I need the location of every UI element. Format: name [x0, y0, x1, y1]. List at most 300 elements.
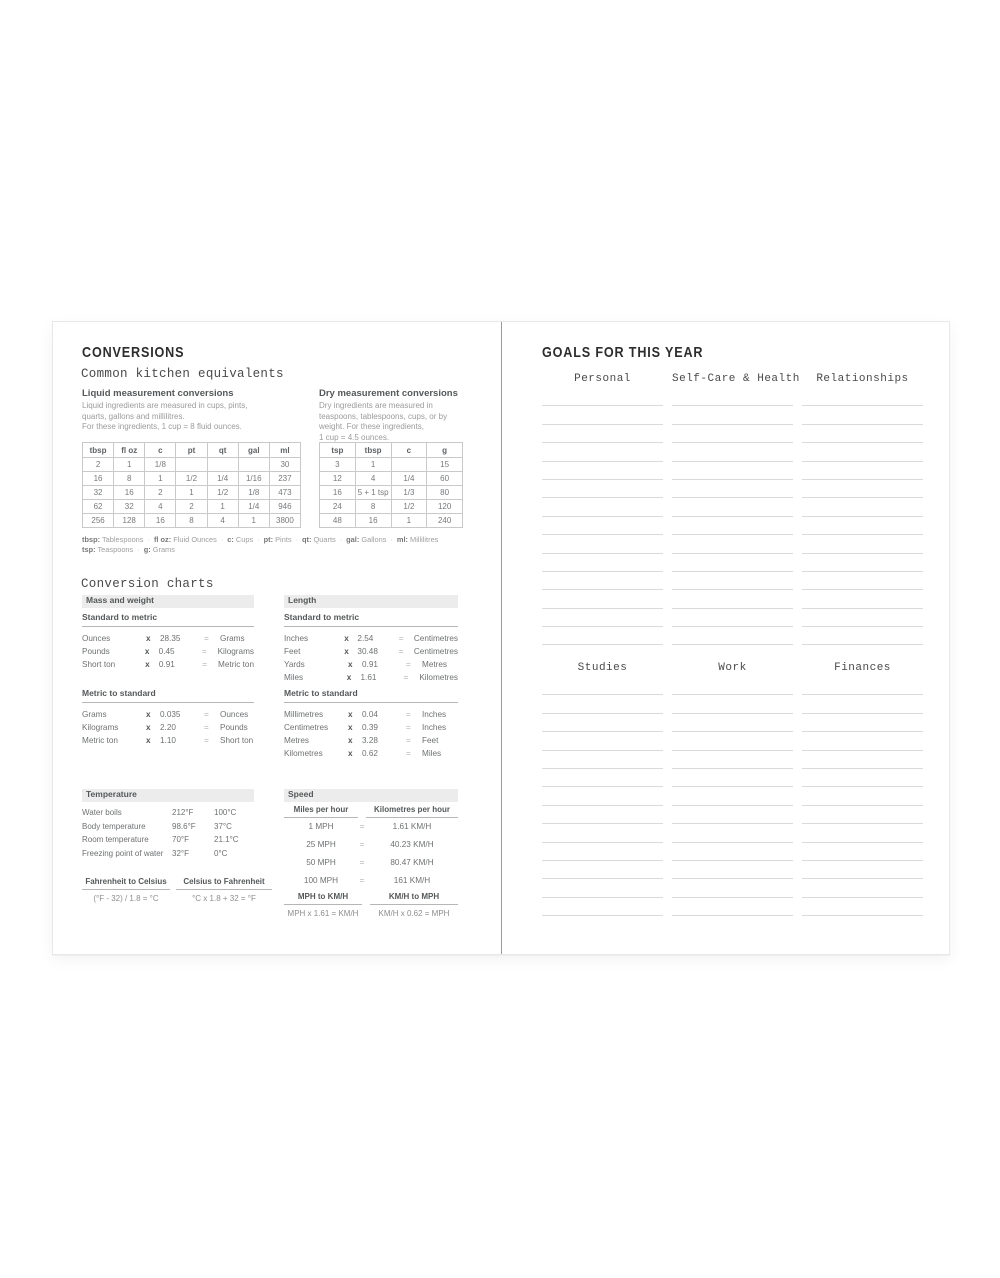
table-row [320, 514, 463, 528]
description-line: weight. For these ingredients, [319, 422, 424, 431]
formula-text: KM/H x 0.62 = MPH [378, 909, 450, 918]
ruled-line [672, 879, 793, 897]
ruled-line [672, 462, 793, 480]
conversion-row [284, 734, 458, 747]
ruled-line [802, 879, 923, 897]
table-header-cell: tbsp [83, 443, 114, 458]
dry-conversions-heading: Dry measurement conversions [319, 388, 458, 399]
formula-cell [284, 892, 362, 918]
legend-separator: · [390, 535, 393, 544]
dry-measurement-table [319, 442, 463, 528]
ruled-line [542, 462, 663, 480]
conversion-row [82, 721, 254, 734]
conversion-to-unit: Feet [422, 736, 439, 745]
ruled-line [672, 590, 793, 608]
equals-sign: = [204, 723, 209, 732]
speed-row [284, 872, 458, 890]
legend-word: Quarts [311, 535, 336, 544]
ruled-line [542, 879, 663, 897]
table-cell: 256 [83, 514, 114, 528]
table-cell: 4 [355, 472, 391, 486]
speed-rows [284, 818, 458, 890]
formula-text: °C x 1.8 + 32 = °F [192, 894, 256, 903]
table-header-cell: pt [176, 443, 207, 458]
goal-category-label: Self-Care & Health [672, 373, 800, 385]
length-section-bar: Length [284, 595, 458, 608]
table-cell: 2 [145, 486, 176, 500]
equals-sign: = [204, 710, 209, 719]
conversions-page [53, 322, 501, 954]
equals-sign: = [406, 710, 411, 719]
temperature-formulas [82, 877, 272, 903]
table-header-cell: fl oz [114, 443, 145, 458]
goals-page [501, 322, 949, 954]
table-cell: 60 [427, 472, 463, 486]
mass-metric-to-standard-group [82, 688, 254, 747]
temperature-row [82, 833, 254, 847]
conversion-factor: 30.48 [357, 647, 378, 656]
equals-sign: = [398, 634, 404, 643]
goals-section-top [542, 372, 923, 645]
ruled-line [672, 751, 793, 769]
speed-column-header-kmh: Kilometres per hour [366, 805, 458, 818]
kmh-value: 80.47 KM/H [390, 858, 434, 867]
ruled-line [542, 388, 663, 406]
table-cell: 4 [207, 514, 238, 528]
kmh-value: 1.61 KM/H [392, 822, 432, 831]
table-cell: 3 [320, 458, 356, 472]
table-cell: 946 [269, 500, 300, 514]
ruled-line [672, 732, 793, 750]
mass-weight-section-bar: Mass and weight [82, 595, 254, 608]
ruled-line [672, 388, 793, 406]
ruled-line [672, 898, 793, 916]
table-cell: 1 [238, 514, 269, 528]
conversion-factor: 2.20 [160, 723, 176, 732]
ruled-line [802, 388, 923, 406]
conversion-to-unit: Kilograms [217, 647, 254, 656]
table-cell: 30 [269, 458, 300, 472]
table-header-cell: gal [238, 443, 269, 458]
ruled-line [672, 627, 793, 645]
conversion-rows [82, 632, 254, 671]
legend-separator: · [295, 535, 299, 544]
equals-sign: = [406, 736, 411, 745]
table-cell: 1/4 [391, 472, 427, 486]
table-row [320, 486, 463, 500]
table-cell: 128 [114, 514, 145, 528]
conversion-rows [284, 708, 458, 760]
description-line: Dry ingredients are measured in [319, 401, 433, 410]
ruled-line [802, 572, 923, 590]
table-cell: 4 [145, 500, 176, 514]
conversion-factor: 0.04 [362, 710, 378, 719]
table-cell: 5 + 1 tsp [355, 486, 391, 500]
table-cell [391, 458, 427, 472]
kitchen-equivalents-heading: Common kitchen equivalents [81, 367, 284, 381]
ruled-line [802, 590, 923, 608]
celsius-value: 21.1°C [214, 835, 239, 844]
conversion-rows [82, 708, 254, 747]
conversion-factor: 3.28 [362, 736, 378, 745]
legend-word: Cups [233, 535, 254, 544]
ruled-line [672, 714, 793, 732]
table-cell [207, 458, 238, 472]
ruled-line [542, 769, 663, 787]
ruled-line [802, 732, 923, 750]
ruled-line [802, 677, 923, 695]
length-metric-to-standard-group [284, 688, 458, 760]
ruled-line [802, 498, 923, 516]
conversion-factor: 1.10 [160, 736, 176, 745]
celsius-value: 0°C [214, 848, 228, 858]
multiply-sign: x [348, 723, 353, 732]
table-cell: 15 [427, 458, 463, 472]
ruled-line [802, 769, 923, 787]
dry-conversions-description [319, 401, 479, 443]
goal-column [542, 661, 663, 916]
equals-sign: = [202, 660, 208, 669]
ruled-line [672, 824, 793, 842]
speed-row [284, 854, 458, 872]
legend-separator: · [147, 535, 150, 544]
liquid-conversions-description [82, 401, 302, 433]
ruled-line [672, 806, 793, 824]
temperature-label: Water boils [82, 808, 122, 817]
table-cell: 8 [355, 500, 391, 514]
temperature-label: Body temperature [82, 821, 146, 831]
temperature-row [82, 806, 254, 820]
table-header-cell: c [391, 443, 427, 458]
ruled-line [802, 609, 923, 627]
legend-separator: · [137, 545, 140, 554]
page-title-conversions [82, 344, 204, 361]
page-title-goals [542, 344, 734, 361]
description-line: Liquid ingredients are measured in cups, pints, [82, 401, 248, 410]
description-line: teaspoons, tablespoons, cups, or by [319, 411, 448, 421]
conversion-from-unit: Feet [284, 647, 301, 656]
ruled-line [802, 425, 923, 443]
speed-row [284, 818, 458, 836]
ruled-line [672, 861, 793, 879]
ruled-line [672, 535, 793, 553]
conversion-from-unit: Miles [284, 673, 304, 682]
ruled-line [672, 517, 793, 535]
conversion-factor: 2.54 [357, 634, 374, 643]
legend-word: Teaspoons [95, 545, 134, 554]
equals-sign: = [406, 723, 411, 732]
conversion-to-unit: Inches [422, 710, 447, 719]
liquid-measurement-table [82, 442, 301, 528]
ruled-line [542, 425, 663, 443]
temperature-label: Freezing point of water [82, 848, 164, 858]
conversion-from-unit: Metres [284, 736, 310, 745]
ruled-line [802, 406, 923, 424]
table-row [83, 514, 301, 528]
conversion-from-unit: Metric ton [82, 736, 118, 745]
goal-lines [672, 677, 793, 916]
conversion-to-unit: Pounds [220, 723, 248, 732]
equals-sign: = [204, 736, 209, 745]
conversion-charts-heading: Conversion charts [81, 577, 214, 591]
goal-category-label: Personal [574, 373, 631, 385]
formula-heading: KM/H to MPH [370, 892, 458, 905]
ruled-line [542, 406, 663, 424]
ruled-line [802, 535, 923, 553]
legend-abbreviation: tsp: [82, 545, 96, 554]
goal-column [672, 372, 800, 645]
speed-row [284, 836, 458, 854]
ruled-line [802, 714, 923, 732]
ruled-line [542, 443, 663, 461]
multiply-sign: x [344, 634, 349, 643]
legend-line [82, 545, 480, 555]
conversion-factor: 0.91 [158, 660, 175, 669]
ruled-line [802, 806, 923, 824]
ruled-line [542, 843, 663, 861]
speed-column-headers [284, 805, 458, 818]
multiply-sign: x [145, 660, 150, 669]
fahrenheit-value: 212°F [172, 808, 194, 817]
conversion-to-unit: Ounces [220, 710, 249, 719]
conversion-from-unit: Yards [284, 660, 305, 669]
conversion-from-unit: Short ton [82, 660, 116, 669]
multiply-sign: x [146, 634, 151, 643]
ruled-line [542, 824, 663, 842]
ruled-line [542, 787, 663, 805]
table-row [83, 458, 301, 472]
kmh-value: 40.23 KM/H [390, 840, 434, 849]
table-cell: 1/2 [391, 500, 427, 514]
conversion-factor: 28.35 [160, 634, 181, 643]
conversion-from-unit: Pounds [82, 647, 110, 656]
ruled-line [802, 861, 923, 879]
conversion-row [284, 721, 458, 734]
ruled-line [802, 824, 923, 842]
mph-value: 1 MPH [308, 822, 334, 831]
legend-word: Gallons [359, 535, 387, 544]
fahrenheit-value: 32°F [172, 848, 189, 858]
celsius-value: 37°C [214, 821, 232, 831]
legend-word: Pints [273, 535, 292, 544]
legend-line [82, 535, 480, 545]
table-cell: 16 [320, 486, 356, 500]
table-cell: 1 [114, 458, 145, 472]
conversion-from-unit: Kilograms [82, 723, 119, 732]
table-cell: 1/8 [145, 458, 176, 472]
conversion-factor: 1.61 [360, 673, 377, 682]
multiply-sign: x [146, 710, 151, 719]
conversion-to-unit: Metres [422, 660, 448, 669]
page-title-text: GOALS FOR THIS YEAR [542, 344, 704, 361]
legend-word: Grams [150, 545, 175, 554]
table-row [320, 500, 463, 514]
formula-heading: Celsius to Fahrenheit [176, 877, 272, 890]
conversion-from-unit: Inches [284, 634, 309, 643]
mph-value: 100 MPH [303, 876, 339, 885]
legend-abbreviation: fl oz: [153, 535, 172, 544]
legend-abbreviation: qt: [302, 535, 312, 544]
ruled-line [672, 572, 793, 590]
ruled-line [542, 480, 663, 498]
conversion-to-unit: Grams [220, 634, 245, 643]
goal-lines [672, 388, 793, 645]
table-cell: 1 [145, 472, 176, 486]
goal-lines [802, 677, 923, 916]
table-cell: 1 [176, 486, 207, 500]
multiply-sign: x [348, 749, 353, 758]
ruled-line [672, 554, 793, 572]
conversion-factor: 0.035 [160, 710, 181, 719]
formula-heading: Fahrenheit to Celsius [82, 877, 170, 890]
ruled-line [672, 677, 793, 695]
conversion-from-unit: Millimetres [284, 710, 324, 719]
ruled-line [542, 627, 663, 645]
conversion-row [284, 708, 458, 721]
celsius-value: 100°C [214, 808, 237, 817]
table-cell: 16 [114, 486, 145, 500]
conversion-to-unit: Short ton [220, 736, 254, 745]
goal-category-label: Relationships [816, 373, 909, 385]
mph-value: 50 MPH [306, 858, 336, 867]
page-title-text: CONVERSIONS [82, 344, 185, 361]
conversion-row [82, 708, 254, 721]
conversion-row [284, 747, 458, 760]
ruled-line [542, 677, 663, 695]
ruled-line [542, 498, 663, 516]
table-cell: 1/4 [207, 472, 238, 486]
ruled-line [542, 535, 663, 553]
legend-abbreviation: gal: [346, 535, 360, 544]
legend-separator: · [257, 535, 260, 544]
conversion-row [284, 632, 458, 645]
legend-abbreviation: tbsp: [82, 535, 101, 544]
description-line: For these ingredients, 1 cup = 8 fluid ounces. [82, 422, 242, 431]
conversion-factor: 0.91 [362, 660, 378, 669]
table-cell: 16 [145, 514, 176, 528]
ruled-line [542, 609, 663, 627]
ruled-line [542, 554, 663, 572]
temperature-section-bar: Temperature [82, 789, 254, 802]
table-cell: 1/4 [238, 500, 269, 514]
conversion-row [82, 734, 254, 747]
ruled-line [802, 787, 923, 805]
temperature-row [82, 847, 254, 861]
multiply-sign: x [146, 736, 151, 745]
equals-sign: = [359, 822, 365, 831]
formula-cell [176, 877, 272, 903]
equals-sign: = [201, 647, 207, 656]
ruled-line [802, 898, 923, 916]
equals-sign: = [406, 660, 411, 669]
table-row [320, 458, 463, 472]
ruled-line [672, 609, 793, 627]
description-line: 1 cup = 4.5 ounces. [319, 432, 390, 442]
conversion-row [82, 632, 254, 645]
legend-abbreviation: g: [143, 545, 151, 554]
group-heading: Standard to metric [284, 612, 458, 627]
legend-word: Fluid Ounces [171, 535, 217, 544]
ruled-line [672, 425, 793, 443]
table-header-row [320, 443, 463, 458]
equals-sign: = [359, 858, 365, 867]
legend-word: Tablespoons [100, 535, 144, 544]
legend-separator: · [220, 535, 224, 544]
table-cell [176, 458, 207, 472]
table-cell: 1/16 [238, 472, 269, 486]
goals-section-bottom [542, 661, 923, 916]
conversion-row [284, 658, 458, 671]
kmh-value: 161 KM/H [393, 876, 431, 885]
table-cell: 1 [355, 458, 391, 472]
mass-standard-to-metric-group [82, 612, 254, 671]
table-cell: 1/3 [391, 486, 427, 500]
equals-sign: = [359, 840, 365, 849]
ruled-line [802, 695, 923, 713]
goal-lines [802, 388, 923, 645]
table-cell: 237 [269, 472, 300, 486]
table-header-cell: tsp [320, 443, 356, 458]
group-heading: Metric to standard [284, 688, 458, 703]
table-cell: 120 [427, 500, 463, 514]
ruled-line [672, 498, 793, 516]
abbreviation-legend [82, 535, 480, 555]
ruled-line [542, 517, 663, 535]
ruled-line [802, 843, 923, 861]
table-row [83, 472, 301, 486]
ruled-line [672, 769, 793, 787]
table-cell: 1/2 [207, 486, 238, 500]
formula-heading: MPH to KM/H [284, 892, 362, 905]
table-cell [238, 458, 269, 472]
table-header-cell: c [145, 443, 176, 458]
legend-abbreviation: ml: [396, 535, 408, 544]
legend-word: Millilitres [408, 535, 439, 544]
ruled-line [802, 462, 923, 480]
ruled-line [802, 554, 923, 572]
equals-sign: = [204, 634, 209, 643]
equals-sign: = [359, 876, 365, 885]
conversion-row [284, 671, 458, 684]
table-cell: 240 [427, 514, 463, 528]
multiply-sign: x [346, 673, 352, 682]
ruled-line [672, 843, 793, 861]
multiply-sign: x [348, 660, 353, 669]
formula-text: (°F - 32) / 1.8 = °C [93, 894, 159, 903]
conversion-to-unit: Miles [422, 749, 442, 758]
conversion-from-unit: Centimetres [284, 723, 329, 732]
goal-category-label: Finances [834, 662, 891, 674]
table-cell: 32 [114, 500, 145, 514]
multiply-sign: x [348, 736, 353, 745]
length-standard-to-metric-group [284, 612, 458, 684]
ruled-line [802, 443, 923, 461]
planner-spread [52, 321, 950, 955]
table-cell: 1/2 [176, 472, 207, 486]
ruled-line [542, 714, 663, 732]
conversion-rows [284, 632, 458, 684]
table-header-cell: g [427, 443, 463, 458]
ruled-line [672, 480, 793, 498]
table-cell: 16 [355, 514, 391, 528]
table-row [83, 500, 301, 514]
multiply-sign: x [344, 647, 349, 656]
mph-value: 25 MPH [306, 840, 336, 849]
conversion-from-unit: Ounces [82, 634, 111, 643]
ruled-line [672, 406, 793, 424]
description-line: quarts, gallons and millilitres. [82, 411, 185, 421]
ruled-line [672, 695, 793, 713]
